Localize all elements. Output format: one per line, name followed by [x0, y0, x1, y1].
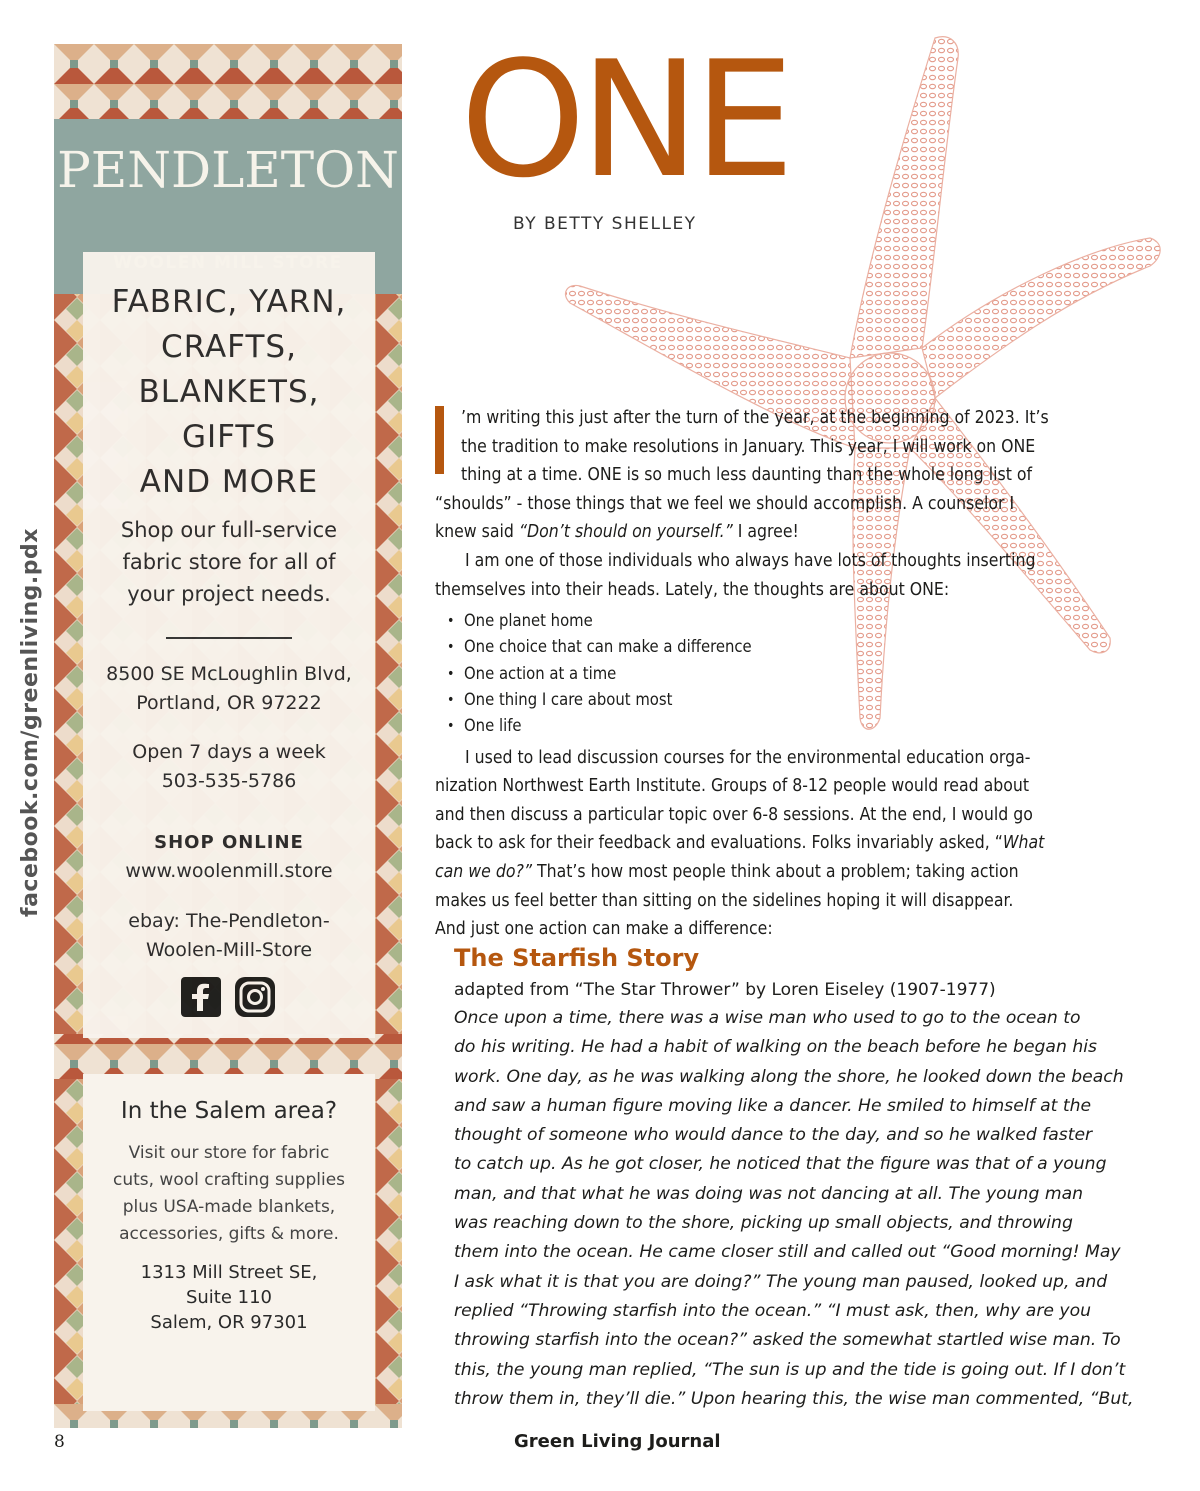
headline-line: GIFTS [181, 419, 277, 455]
starfish-story [454, 944, 1154, 1414]
text-line: themselves into their heads. Lately, the thoughts are about ONE: [435, 579, 950, 600]
journal-name: Green Living Journal [514, 1431, 721, 1452]
text-line: thing at a time. ONE is so much less daunting than the whole long list of [461, 465, 1033, 486]
story-line: work. One day, as he was walking along the shore, he looked down the beach [454, 1066, 1124, 1087]
article-body [435, 404, 1135, 944]
text-line [435, 829, 1135, 858]
text-line: “shoulds” - those things that we feel we should accomplish. A counselor I [435, 493, 1015, 514]
salem-line: plus USA-made blankets, [122, 1197, 336, 1217]
list-item: • One choice that can make a difference [447, 634, 1135, 660]
story-line: this, the young man replied, “The sun is up and the tide is going out. If I don’t [454, 1359, 1126, 1380]
story-line: do his writing. He had a habit of walking on the beach before he began his [454, 1037, 1097, 1058]
text-line: makes us feel better than sitting on the sidelines hoping it will disappear. [435, 890, 1014, 911]
salem-address-line: 1313 Mill Street SE, [140, 1262, 318, 1283]
text-line: nization Northwest Earth Institute. Groups of 8-12 people would read about [435, 776, 1030, 797]
brand-logo: PENDLETON [57, 141, 399, 199]
salem-address-line: Suite 110 [185, 1287, 273, 1308]
story-line: I ask what it is that you are doing?” The young man paused, looked up, and [454, 1271, 1108, 1292]
drop-cap-i [435, 406, 444, 474]
headline-line: FABRIC, YARN, [111, 284, 347, 320]
text-line: I used to lead discussion courses for the environmental education orga- [435, 747, 1031, 768]
text-line: ’m writing this just after the turn of the year, at the beginning of 2023. It’s [461, 408, 1049, 428]
phone-number[interactable]: 503-535-5786 [161, 770, 297, 792]
story-source: adapted from “The Star Thrower” by Loren Eiseley (1907-1977) [454, 980, 996, 1000]
facebook-icon[interactable] [181, 977, 221, 1017]
address-line: 8500 SE McLoughlin Blvd, [106, 663, 352, 685]
list-item: • One thing I care about most [447, 687, 1135, 713]
ad-description [83, 514, 375, 610]
store-address [83, 660, 375, 718]
text-span: I agree! [732, 522, 799, 543]
ad-headline [83, 280, 375, 505]
description-line: Shop our full-service [120, 518, 338, 542]
social-icons [181, 977, 275, 1017]
instagram-icon[interactable] [235, 977, 275, 1017]
text-span: That’s how most people think about a problem; taking action [532, 862, 1019, 883]
story-line: replied “Throwing starfish into the ocean.” “I must ask, then, why are you [454, 1300, 1092, 1321]
story-line: to catch up. As he got closer, he noticed that the figure was that of a young [454, 1154, 1107, 1175]
store-hours [83, 738, 375, 796]
text-line: the tradition to make resolutions in January. This year, I will work on ONE [461, 436, 1036, 457]
story-line: man, and that what he was doing was not dancing at all. The young man [454, 1183, 1083, 1204]
story-line: throw them in, they’ll die.” Upon hearing this, the wise man commented, “But, [454, 1388, 1134, 1409]
quote: can we do?” [435, 862, 532, 883]
ebay-line: ebay: The-Pendleton- [128, 910, 330, 932]
text-span: back to ask for their feedback and evaluations. Folks invariably asked, “ [435, 833, 1003, 854]
facebook-url[interactable]: facebook.com/greenliving.pdx [18, 528, 43, 917]
text-line: I am one of those individuals who always have lots of thoughts inserting [435, 550, 1036, 571]
facebook-sidebar [10, 0, 50, 1491]
story-heading: The Starfish Story [454, 944, 700, 972]
list-item: • One planet home [447, 608, 1135, 634]
article-byline: BY BETTY SHELLEY [513, 214, 697, 234]
story-line: was reaching down to the shore, picking up small objects, and throwing [454, 1213, 1073, 1234]
story-line: and saw a human figure moving like a dancer. He smiled to himself at the [454, 1095, 1092, 1116]
salem-heading: In the Salem area? [120, 1098, 338, 1124]
ebay-line: Woolen-Mill-Store [145, 939, 313, 961]
salem-address [83, 1260, 375, 1335]
article-title: ONE [460, 26, 789, 213]
ad-main-panel [83, 252, 375, 1038]
story-line: them into the ocean. He came closer still and called out “Good morning! May [454, 1242, 1121, 1263]
headline-line: BLANKETS, [138, 374, 320, 410]
story-line: Once upon a time, there was a wise man who used to go to the ocean to [454, 1008, 1081, 1028]
text-line [435, 858, 1135, 887]
hours-line: Open 7 days a week [132, 741, 326, 763]
website-link[interactable]: www.woolenmill.store [125, 860, 333, 882]
salem-panel [83, 1074, 375, 1411]
quote: “Don’t should on yourself.” [518, 522, 733, 543]
text-span: knew said [435, 522, 519, 543]
headline-line: AND MORE [139, 464, 319, 500]
salem-line: accessories, gifts & more. [119, 1224, 339, 1244]
address-line: Portland, OR 97222 [136, 692, 322, 714]
salem-line: cuts, wool crafting supplies [112, 1170, 346, 1190]
intro-paragraph [435, 404, 1135, 490]
list-item: • One action at a time [447, 661, 1135, 687]
salem-address-line: Salem, OR 97301 [150, 1312, 308, 1333]
list-item: • One life [447, 713, 1135, 739]
pendleton-ad [54, 44, 402, 1428]
shop-online-heading: SHOP ONLINE [154, 832, 304, 853]
story-line: throwing starfish into the ocean?” asked the somewhat startled wise man. To [454, 1330, 1121, 1351]
page-number: 8 [54, 1432, 65, 1452]
story-line: thought of someone who would dance to the day, and so he walked faster [454, 1125, 1093, 1146]
description-line: your project needs. [127, 582, 331, 606]
quote: What [1002, 833, 1045, 854]
story-text [454, 1004, 1154, 1414]
text-line: And just one action can make a difference: [435, 919, 773, 940]
headline-line: CRAFTS, [161, 329, 297, 365]
ebay-store[interactable] [83, 907, 375, 965]
text-line [435, 518, 1135, 547]
text-line: and then discuss a particular topic over 6-8 sessions. At the end, I would go [435, 804, 1033, 825]
salem-line: Visit our store for fabric [128, 1143, 330, 1163]
divider [166, 637, 292, 639]
salem-description [83, 1140, 375, 1248]
one-list [435, 608, 1135, 739]
description-line: fabric store for all of [122, 550, 336, 574]
